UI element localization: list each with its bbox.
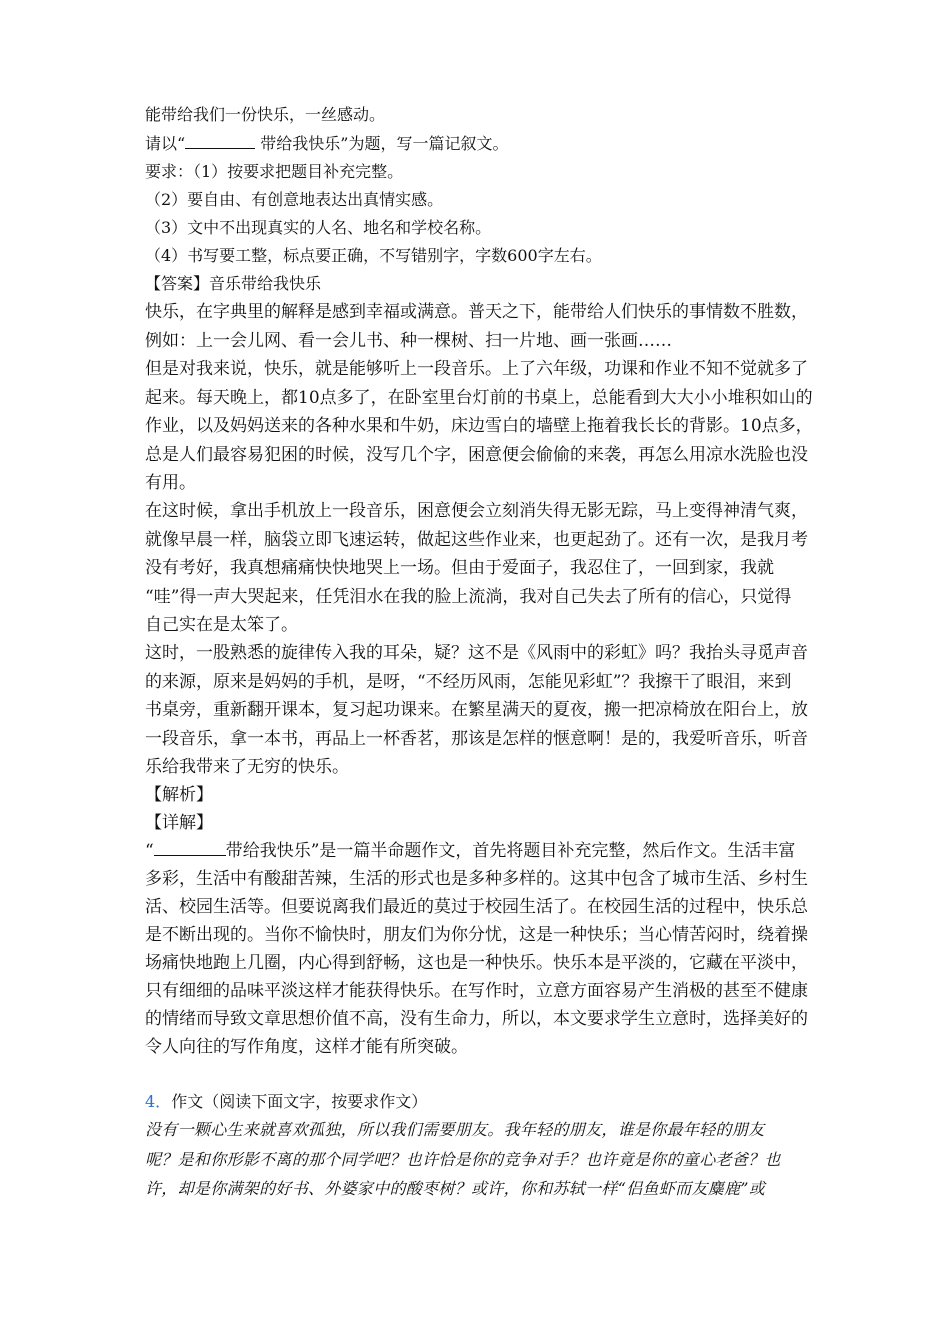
intro-line-2-end: 带给我快乐”为题，写一篇记叙文。 xyxy=(255,134,509,153)
analysis-heading: 【解析】 xyxy=(145,785,213,805)
question-4-heading xyxy=(145,1089,427,1112)
question-title: 作文（阅读下面文字，按要求作文） xyxy=(171,1092,428,1111)
prompt-line: 许，却是你满架的好书、外婆家中的酸枣树？或许，你和苏轼一样“侣鱼虾而友麋鹿”或 xyxy=(145,1179,766,1198)
answer-line: 乐给我带来了无穷的快乐。 xyxy=(145,757,349,777)
analysis-blank xyxy=(154,854,226,856)
answer-line: 起来。每天晚上，都10点多了，在卧室里台灯前的书桌上，总能看到大大小小堆积如山的 xyxy=(145,388,813,408)
answer-line: 例如：上一会儿网、看一会儿书、种一棵树、扫一片地、画一张画…… xyxy=(145,331,672,351)
analysis-line: 是不断出现的。当你不愉快时，朋友们为你分忧，这是一种快乐；当心情苦闷时，绕着操 xyxy=(145,925,808,945)
analysis-line: 令人向往的写作角度，这样才能有所突破。 xyxy=(145,1037,468,1057)
prompt-line: 没有一颗心生来就喜欢孤独，所以我们需要朋友。我年轻的朋友，谁是你最年轻的朋友 xyxy=(145,1120,765,1139)
answer-heading: 【答案】音乐带给我快乐 xyxy=(145,274,322,293)
answer-line: 在这时候，拿出手机放上一段音乐，困意便会立刻消失得无影无踪，马上变得神清气爽， xyxy=(145,501,808,521)
answer-line: 没有考好，我真想痛痛快快地哭上一场。但由于爱面子，我忍住了，一回到家，我就 xyxy=(145,558,774,578)
answer-line: 书桌旁，重新翻开课本，复习起功课来。在繁星满天的夏夜，搬一把凉椅放在阳台上，放 xyxy=(145,700,808,720)
prompt-line: 呢？是和你形影不离的那个同学吧？也许恰是你的竞争对手？也许竟是你的童心老爸？也 xyxy=(145,1150,781,1169)
answer-line: 有用。 xyxy=(145,473,196,493)
answer-line: 自己实在是太笨了。 xyxy=(145,615,298,635)
requirement-2: （2）要自由、有创意地表达出真情实感。 xyxy=(145,190,444,209)
answer-line: 总是人们最容易犯困的时候，没写几个字，困意便会偷偷的来袭，再怎么用凉水洗脸也没 xyxy=(145,445,808,465)
analysis-line: 场痛快地跑上几圈，内心得到舒畅，这也是一种快乐。快乐本是平淡的，它藏在平淡中， xyxy=(145,953,808,973)
detail-heading: 【详解】 xyxy=(145,813,213,833)
analysis-line: 的情绪而导致文章思想价值不高，没有生命力，所以，本文要求学生立意时，选择美好的 xyxy=(145,1009,808,1029)
answer-line: 快乐，在字典里的解释是感到幸福或满意。普天之下，能带给人们快乐的事情数不胜数， xyxy=(145,302,808,322)
question-number: 4． xyxy=(145,1092,172,1111)
requirement-3: （3）文中不出现真实的人名、地名和学校名称。 xyxy=(145,218,492,237)
analysis-line: 只有细细的品味平淡这样才能获得快乐。在写作时，立意方面容易产生消极的甚至不健康 xyxy=(145,981,808,1001)
answer-line: “哇”得一声大哭起来，任凭泪水在我的脸上流淌，我对自己失去了所有的信心，只觉得 xyxy=(145,587,792,607)
answer-line: 的来源，原来是妈妈的手机，是呀，“不经历风雨，怎能见彩虹”？我擦干了眼泪，来到 xyxy=(145,672,792,692)
analysis-quote: “ xyxy=(145,841,154,861)
analysis-line: 多彩，生活中有酸甜苦辣，生活的形式也是多种多样的。这其中包含了城市生活、乡村生 xyxy=(145,869,808,889)
requirement-4: （4）书写要工整，标点要正确，不写错别字，字数600字左右。 xyxy=(145,246,602,265)
intro-line-2-start: 请以“ xyxy=(145,134,186,153)
answer-line: 就像早晨一样，脑袋立即飞速运转，做起这些作业来，也更起劲了。还有一次，是我月考 xyxy=(145,530,808,550)
intro-line-2 xyxy=(145,131,508,154)
answer-line: 这时，一股熟悉的旋律传入我的耳朵，疑？这不是《风雨中的彩虹》吗？我抬头寻觅声音 xyxy=(145,643,808,663)
analysis-first-line xyxy=(145,836,795,861)
requirement-line: 要求：（1）按要求把题目补充完整。 xyxy=(145,162,404,181)
answer-line: 作业，以及妈妈送来的各种水果和牛奶，床边雪白的墙壁上拖着我长长的背影。10点多， xyxy=(145,416,813,436)
analysis-first-text: 带给我快乐”是一篇半命题作文，首先将题目补充完整，然后作文。生活丰富 xyxy=(225,841,796,861)
answer-line: 一段音乐，拿一本书，再品上一杯香茗，那该是怎样的惬意啊！是的，我爱听音乐，听音 xyxy=(145,729,808,749)
title-blank xyxy=(185,147,255,149)
answer-line: 但是对我来说，快乐，就是能够听上一段音乐。上了六年级，功课和作业不知不觉就多了 xyxy=(145,359,808,379)
intro-line-1: 能带给我们一份快乐，一丝感动。 xyxy=(145,105,386,124)
analysis-line: 活、校园生活等。但要说离我们最近的莫过于校园生活了。在校园生活的过程中，快乐总 xyxy=(145,897,808,917)
